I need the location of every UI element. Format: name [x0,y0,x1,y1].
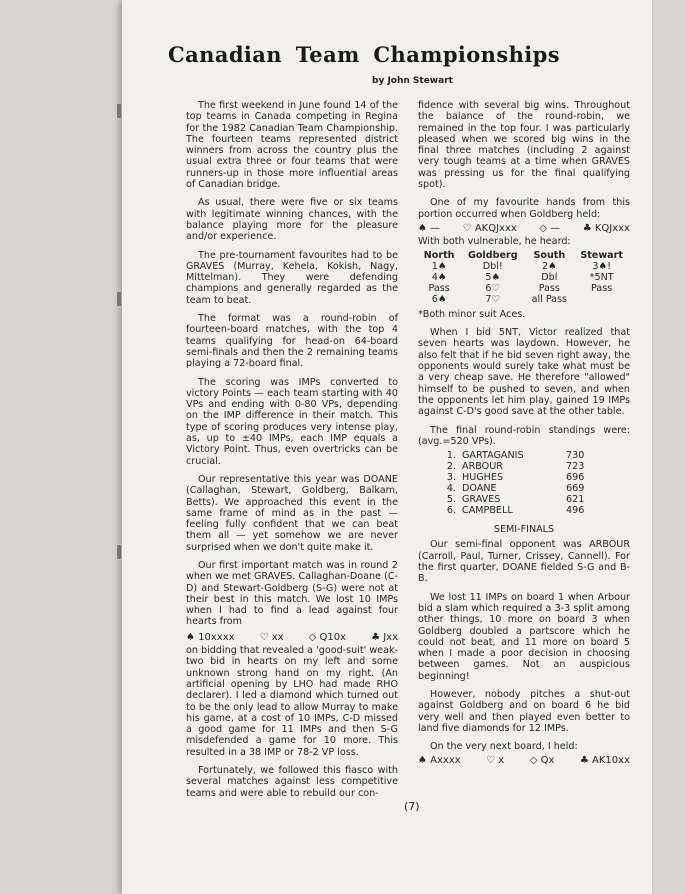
clubs-holding: ♣ KQJxxx [582,222,630,234]
footnote: *Both minor suit Aces. [418,308,526,320]
paragraph: on bidding that revealed a 'good-suit' weak-two bid in hearts on my left and some unknown strong hand on my right. (An artificial opening by LHO had made RHO declarer). I led a diamond which turned out to be the only lead to allow Murray to make his game, at a cost of 10 IMPs, C-D missed a good game for 11 IMPs and then S-G misdefended a game for 10 more. This resulted in a 38 IMP or 78-2 VP loss. [186,645,398,758]
paragraph: As usual, there were five or six teams with legitimate winning chances, with the balance playing more for the pleasure and/or experience. [186,197,398,243]
bidding-row [418,294,630,305]
paragraph: With both vulnerable, he heard: [418,236,571,248]
bidding-header: South [533,249,566,261]
spades-holding: ♠ 10xxxx [186,631,235,643]
standings-row [440,483,586,494]
staple [117,104,121,118]
clubs-holding: ♣ Jxx [371,631,398,643]
bid-cell: 1♠ [431,260,447,272]
article-title: Canadian Team Championships [168,42,560,67]
bidding-row [418,283,630,294]
standings-row [440,505,586,516]
paragraph: Our first important match was in round 2 when we met GRAVES. Callaghan-Doane (C-D) and Stewart-Goldberg (S-G) were not at their best in this match. We lost 10 IMPs when I had to find a lead against four hearts from [186,559,398,628]
standings-row [440,450,586,461]
standings-team: ARBOUR [462,461,503,473]
right-column [418,100,630,769]
standings-vp: 696 [566,472,585,484]
paragraph: The scoring was IMPs converted to victory Points — each team starting with 40 VPs and ending with 0-80 VPs, depending on the IMP difference in their match. This type of scoring produces very intense play, as, up to ±40 IMPs, each IMP equals a Victory Point. Thus, even overtricks can be crucial. [186,376,398,467]
bidding-header: Goldberg [467,249,518,261]
bid-cell: 2♠ [541,260,557,272]
bid-cell: *5NT [589,271,614,283]
hearts-holding: ♡ AKQJxxx [462,222,517,234]
standings-team: DOANE [462,483,497,495]
paragraph: When I bid 5NT, Victor realized that seven hearts was laydown. However, he also felt that if he bid seven right away, the opponents would surely take what must be a very cheap save. He therefore "allowed" himself to be pushed to seven, and when the opponents let him play, gained 19 IMPs against C-D's good save at the other table. [418,327,630,418]
paragraph: However, nobody pitches a shut-out against Goldberg and on board 6 he bid very well and then played even better to land five diamonds for 12 IMPs. [418,688,630,734]
standings-team: CAMPBELL [462,505,513,517]
bidding-header: North [423,249,455,261]
standings-row [440,494,586,505]
bid-cell: 6♠ [431,293,447,305]
standings-team: GARTAGANIS [462,450,524,462]
hearts-holding: ♡ x [486,755,505,767]
paragraph: On the very next board, I held: [430,741,578,753]
page-number: (7) [404,800,420,813]
left-column [186,100,398,806]
bid-cell: Pass [591,282,613,294]
bridge-hand [186,632,398,643]
paragraph: The first weekend in June found 14 of the top teams in Canada competing in Regina for the 1982 Canadian Team Championship. The fourteen teams represented district winners from across the country plus the usual extra three or four teams that were runners-up in those more influential areas of Canadian bridge. [186,100,398,191]
standings-position: 1. [446,450,456,462]
standings-vp: 723 [566,461,585,473]
bid-cell [573,294,630,305]
bridge-hand [418,223,630,234]
standings-vp: 669 [566,483,585,495]
bidding-header: Stewart [580,249,623,261]
paragraph: One of my favourite hands from this portion occurred when Goldberg held: [418,197,630,220]
standings-team: GRAVES [462,494,501,506]
standings-team: HUGHES [462,472,504,484]
staple [117,292,121,306]
bid-cell: Pass [538,282,560,294]
paragraph: The format was a round-robin of fourteen-board matches, with the top 4 teams qualifying for head-on 64-board semi-finals and then the 2 remaining teams playing a 72-board final. [186,313,398,370]
standings-vp: 730 [566,450,585,462]
standings-row [440,461,586,472]
standings-position: 6. [446,505,456,517]
paragraph: We lost 11 IMPs on board 1 when Arbour bid a slam which required a 3-3 split among other things, 10 more on board 3 when Goldberg doubled a partscore which he could not beat, and 11 more on board 5 when I made a poor decision in choosing between games. Not an auspicious beginning! [418,591,630,682]
bid-cell: 5♠ [485,271,501,283]
article-byline: by John Stewart [372,76,453,86]
bid-cell: 4♠ [431,271,447,283]
standings-table [440,450,586,516]
paragraph: The pre-tournament favourites had to be GRAVES (Murray, Kehela, Kokish, Nagy, Mittelman). They were defending champions and generally regarded as the team to beat. [186,249,398,306]
diamonds-holding: ◇ — [539,222,561,234]
diamonds-holding: ◇ Q10x [308,631,347,643]
bid-cell: 3♠! [592,260,611,272]
spades-holding: ♠ — [418,222,441,234]
clubs-holding: ♣ AK10xx [579,755,630,767]
bidding-row [418,272,630,283]
diamonds-holding: ◇ Qx [529,755,555,767]
staple [117,545,121,559]
hearts-holding: ♡ xx [259,631,284,643]
paragraph: Fortunately, we followed this fiasco with several matches against less competitive teams and were able to rebuild our con- [186,765,398,799]
standings-vp: 621 [566,494,585,506]
standings-position: 2. [446,461,456,473]
standings-position: 3. [446,472,456,484]
section-heading: SEMI-FINALS [493,524,555,536]
bid-cell: all Pass [531,293,568,305]
standings-vp: 496 [566,505,585,517]
spades-holding: ♠ Axxxx [418,755,461,767]
bid-cell: Dbl! [482,260,503,272]
bidding-header-row [418,250,630,261]
paragraph: fidence with several big wins. Throughout the balance of the round-robin, we remained in the top four. I was particularly pleased when we scored big wins in the final three matches (including 2 against very tough teams at a time when GRAVES was pressing us for the final qualifying spot). [418,100,630,191]
bid-cell: Pass [428,282,450,294]
standings-row [440,472,586,483]
bidding-row [418,261,630,272]
bidding-table [418,250,630,305]
bridge-hand [418,755,630,766]
bid-cell: 6♡ [485,282,501,294]
paragraph: Our semi-final opponent was ARBOUR (Carroll, Paul, Turner, Crissey, Cannell). For the first quarter, DOANE fielded S-G and B-B. [418,539,630,585]
paragraph: Our representative this year was DOANE (Callaghan, Stewart, Goldberg, Balkam, Betts). We approached this event in the same frame of mind as in the past — feeling fully confident that we can beat them all — yet somehow we are never surprised when we don't quite make it. [186,473,398,553]
standings-position: 5. [446,494,456,506]
standings-position: 4. [446,483,456,495]
bid-cell: 7♡ [485,293,501,305]
bid-cell: Dbl [541,271,558,283]
paragraph: The final round-robin standings were: (avg.=520 VPs). [418,424,630,447]
